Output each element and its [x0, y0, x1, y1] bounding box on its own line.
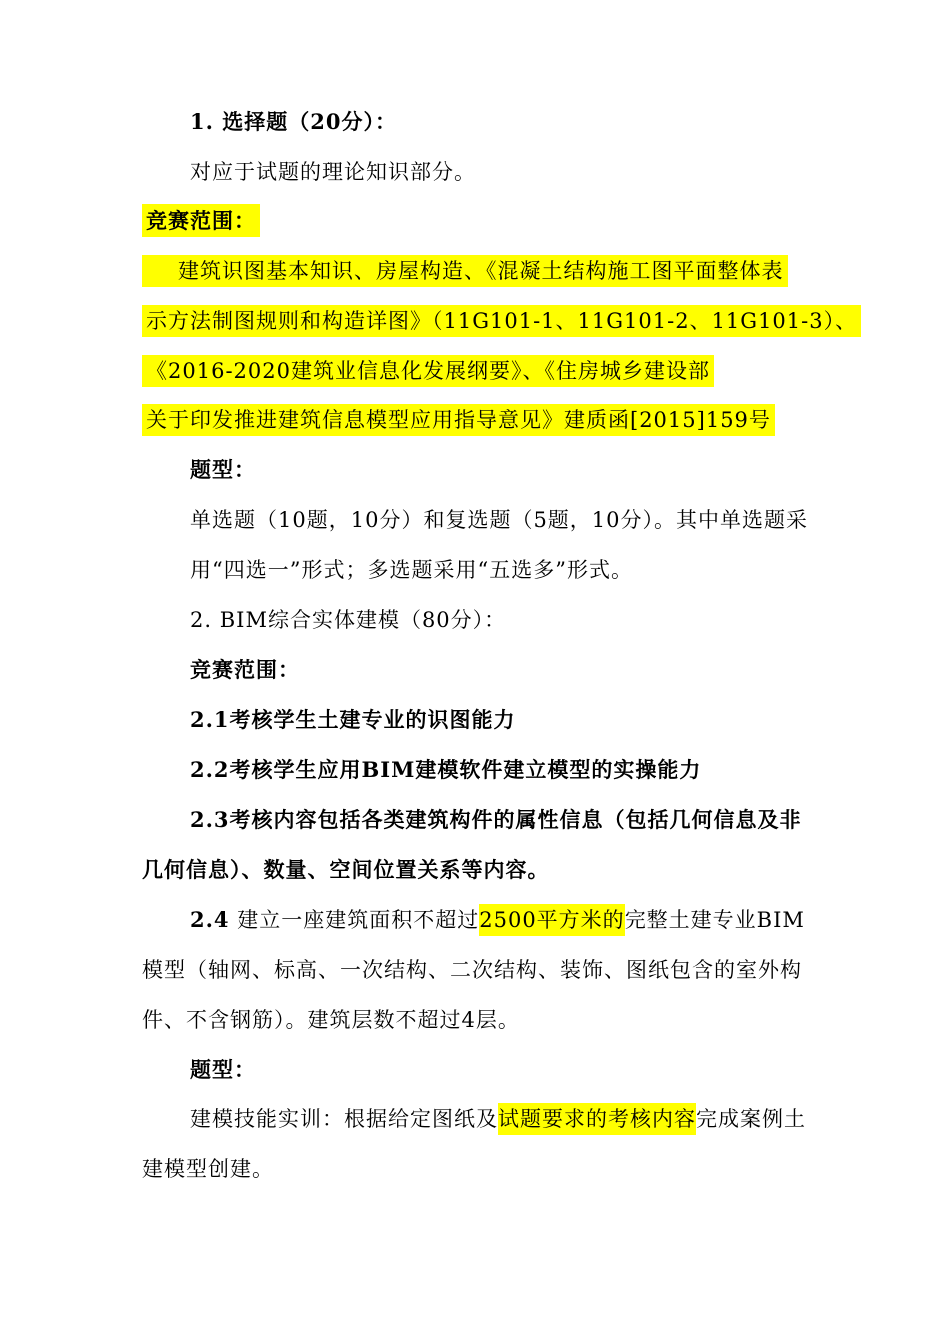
scope-label-2: 竞赛范围：: [190, 657, 300, 682]
task-line-1: 建模技能实训：根据给定图纸及试题要求的考核内容完成案例土: [190, 1104, 806, 1134]
question-type-description-line-2: 用“四选一”形式；多选题采用“五选多”形式。: [190, 558, 633, 582]
scope-line-4: 关于印发推进建筑信息模型应用指导意见》建质函[2015]159号: [142, 405, 775, 435]
item-2-4-line-3: 件、不含钢筋）。建筑层数不超过4层。: [142, 1008, 520, 1032]
item-2-4-line-1: 2.4 建立一座建筑面积不超过2500平方米的完整土建专业BIM: [190, 905, 805, 935]
item-2-4-line-2: 模型（轴网、标高、一次结构、二次结构、装饰、图纸包含的室外构: [142, 958, 802, 982]
task-highlight: 试题要求的考核内容: [498, 1103, 696, 1135]
section-2-title: 2. BIM综合实体建模（80分）：: [190, 608, 507, 632]
question-type-label-1: 题型：: [190, 457, 256, 482]
item-2-4-number: 2.4: [190, 907, 230, 932]
item-2-2: 2.2考核学生应用BIM建模软件建立模型的实操能力: [190, 757, 702, 782]
item-2-3-line-1: 2.3考核内容包括各类建筑构件的属性信息（包括几何信息及非: [190, 807, 802, 832]
item-2-1: 2.1考核学生土建专业的识图能力: [190, 707, 516, 732]
section-1-title: 1. 选择题（20分）：: [190, 109, 397, 134]
question-type-description-line-1: 单选题（10题，10分）和复选题（5题，10分）。其中单选题采: [190, 508, 809, 532]
scope-line-3: 《2016-2020建筑业信息化发展纲要》、《住房城乡建设部: [142, 356, 714, 386]
question-type-label-2: 题型：: [190, 1057, 256, 1082]
area-highlight: 2500平方米的: [479, 904, 624, 936]
task-line-2: 建模型创建。: [142, 1157, 274, 1181]
scope-label-highlighted: 竞赛范围：: [142, 206, 260, 236]
section-1-description: 对应于试题的理论知识部分。: [190, 160, 476, 184]
item-2-3-line-2: 几何信息）、数量、空间位置关系等内容。: [142, 857, 550, 882]
scope-line-1: 建筑识图基本知识、房屋构造、《混凝土结构施工图平面整体表: [142, 256, 788, 286]
scope-line-2: 示方法制图规则和构造详图》（11G101-1、11G101-2、11G101-3）、: [142, 306, 861, 336]
